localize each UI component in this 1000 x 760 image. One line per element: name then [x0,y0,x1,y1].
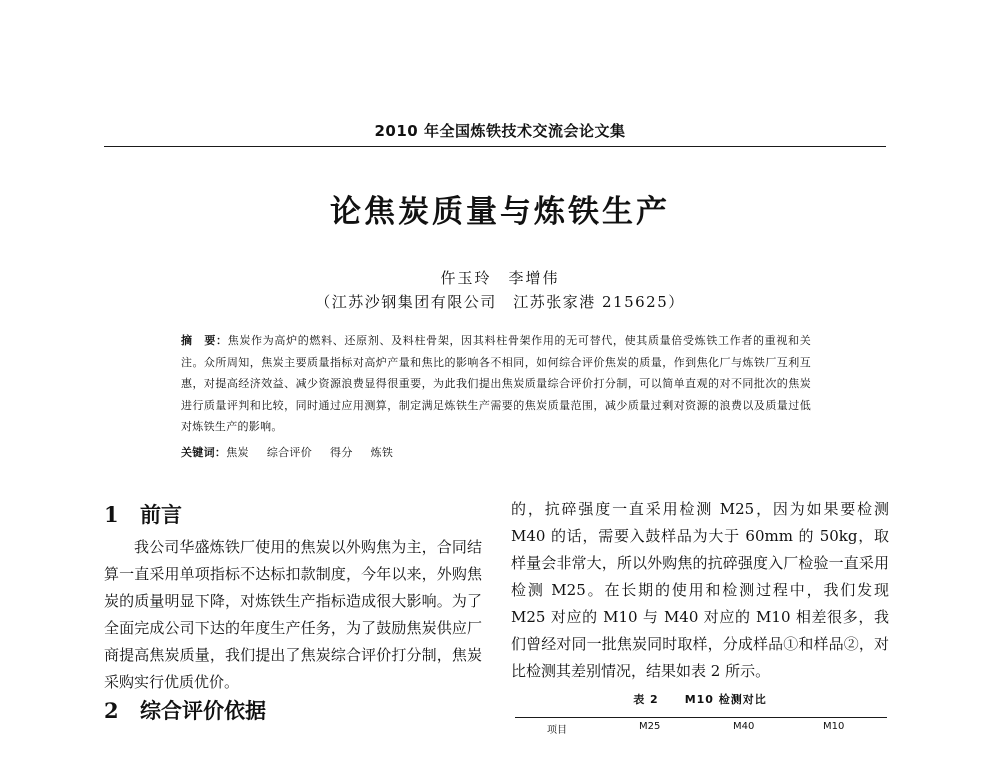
table-header-cell: 项目 [547,725,567,736]
table-header-cell: M25 [639,721,661,732]
table-caption [511,691,889,707]
paper-authors: 仵玉玲 李增伟 [440,269,560,287]
table-header-cell: M40 [733,721,755,732]
table-number: 表 2 [633,693,659,706]
section-number: 1 [104,502,119,527]
abstract-label: 摘 要： [181,334,228,347]
section-heading [104,500,482,534]
paper-affiliation: （江苏沙钢集团有限公司 江苏张家港 215625） [315,293,685,311]
section-title: 前言 [140,502,182,527]
abstract [181,330,811,438]
keyword: 综合评价 [266,446,313,459]
running-header: 2010 年全国炼铁技术交流会论文集 [374,122,626,140]
keyword: 炼铁 [370,446,394,459]
right-column [511,496,889,738]
section-heading [104,696,482,730]
section-paragraph: 我公司华盛炼铁厂使用的焦炭以外购焦为主，合同结算一直采用单项指标不达标扣款制度，今年以来，外购焦炭的质量明显下降，对炼铁生产指标造成很大影响。为了全面完成公司下达的年度生产任务，为了鼓励焦炭供应厂商提高焦炭质量，我们提出了焦炭综合评价打分制，焦炭采购实行优质优价。 [104,538,482,691]
table-title: M10 检测对比 [684,693,767,706]
paper-title: 论焦炭质量与炼铁生产 [330,194,670,230]
section-number: 2 [104,698,119,723]
left-column [104,500,482,730]
section-title: 综合评价依据 [140,698,266,723]
table-header-cell: M10 [823,721,845,732]
keywords-label: 关键词： [181,446,227,459]
keyword: 焦炭 [226,446,249,459]
table-header-row [511,718,889,738]
header-divider [104,146,886,147]
keyword: 得分 [330,446,353,459]
abstract-text: 焦炭作为高炉的燃料、还原剂、及料柱骨架，因其料柱骨架作用的无可替代，使其质量倍受炼铁工作者的重视和关注。众所周知，焦炭主要质量指标对高炉产量和焦比的影响各不相同，如何综合评价焦炭的质量，作到焦化厂与炼铁厂互利互惠，对提高经济效益、减少资源浪费显得很重要，为此我们提出焦炭质量综合评价打分制，可以简单直观的对不同批次的焦炭进行质量评判和比较，同时通过应用测算，制定满足炼铁生产需要的焦炭质量范围，减少质量过剩对资源的浪费以及质量过低对炼铁生产的影响。 [181,334,812,433]
keywords [181,444,811,460]
continued-paragraph: 的，抗碎强度一直采用检测 M25，因为如果要检测 M40 的话，需要入鼓样品为大于 60mm 的 50kg，取样量会非常大，所以外购焦的抗碎强度入厂检验一直采用检测 M25。在长期的使用和检测过程中，我们发现 M25 对应的 M10 与 M40 对应的 M10 相差很多，我们曾经对同一批焦炭同时取样，分成样品①和样品②，对比检测其差别情况，结果如表 2 所示。 [511,500,889,680]
